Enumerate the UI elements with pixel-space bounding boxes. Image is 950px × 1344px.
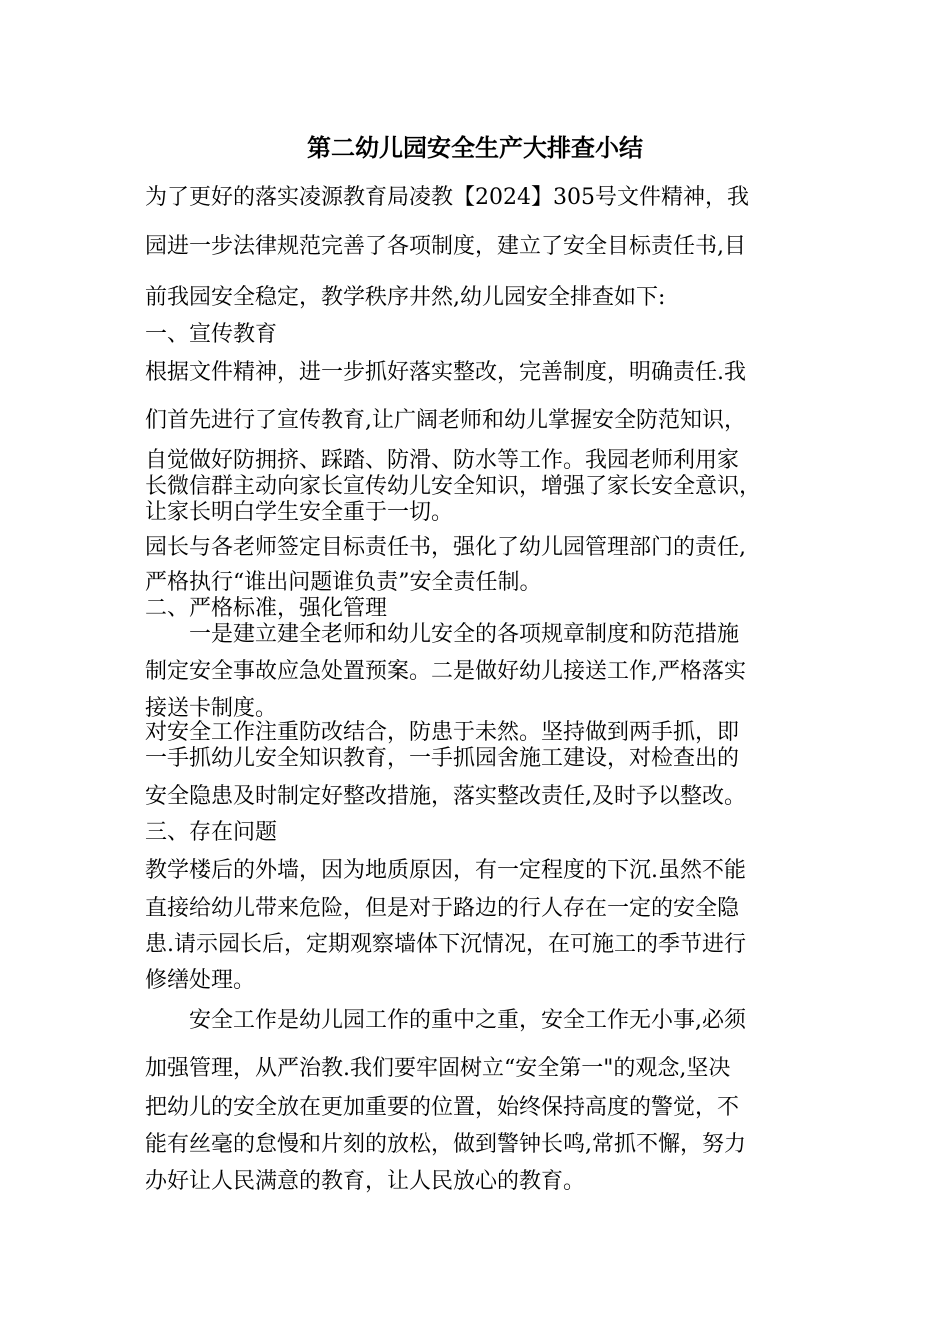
body-line: 根据文件精神，进一步抓好落实整改，完善制度，明确责任.我 <box>145 360 746 385</box>
body-line: 接送卡制度。 <box>145 696 278 721</box>
body-line: 能有丝毫的怠慢和片刻的放松，做到警钟长鸣,常抓不懈，努力 <box>145 1132 746 1157</box>
body-line: 们首先进行了宣传教育,让广阔老师和幼儿掌握安全防范知识， <box>145 408 746 433</box>
body-line: 园进一步法律规范完善了各项制度，建立了安全目标责任书,目 <box>145 234 746 259</box>
body-line: 办好让人民满意的教育，让人民放心的教育。 <box>145 1169 586 1194</box>
body-line: 对安全工作注重防改结合，防患于未然。坚持做到两手抓，即 <box>145 720 740 745</box>
body-line: 制定安全事故应急处置预案。二是做好幼儿接送工作,严格落实 <box>145 659 746 684</box>
body-line: 严格执行“谁出问题谁负责”安全责任制。 <box>145 570 542 595</box>
body-line: 一手抓幼儿安全知识教育，一手抓园舍施工建设，对检查出的 <box>145 746 740 771</box>
section-heading: 三、存在问题 <box>145 820 278 845</box>
body-line: 修缮处理。 <box>145 968 256 993</box>
body-line: 把幼儿的安全放在更加重要的位置，始终保持高度的警觉，不 <box>145 1095 740 1120</box>
body-line: 前我园安全稳定，教学秩序井然,幼儿园安全排查如下: <box>145 285 666 310</box>
body-line: 一是建立建全老师和幼儿安全的各项规章制度和防范措施 <box>189 622 740 647</box>
body-line: 园长与各老师签定目标责任书，强化了幼儿园管理部门的责任, <box>145 535 746 560</box>
body-line: 安全隐患及时制定好整改措施，落实整改责任,及时予以整改。 <box>145 784 746 809</box>
body-line: 直接给幼儿带来危险，但是对于路边的行人存在一定的安全隐 <box>145 896 740 921</box>
body-line: 安全工作是幼儿园工作的重中之重，安全工作无小事,必须 <box>189 1008 746 1033</box>
section-heading: 二、严格标准，强化管理 <box>145 596 388 621</box>
body-line: 为了更好的落实凌源教育局凌教【2024】305号文件精神，我 <box>145 185 749 210</box>
section-heading: 一、宣传教育 <box>145 322 278 347</box>
body-line: 患.请示园长后，定期观察墙体下沉情况，在可施工的季节进行 <box>145 932 746 957</box>
body-line: 加强管理，从严治教.我们要牢固树立“安全第一"的观念,坚决 <box>145 1056 731 1081</box>
body-line: 让家长明白学生安全重于一切。 <box>145 500 454 525</box>
body-line: 自觉做好防拥挤、踩踏、防滑、防水等工作。我园老师利用家 <box>145 448 740 473</box>
body-line: 长微信群主动向家长宣传幼儿安全知识，增强了家长安全意识， <box>145 474 762 499</box>
document-title: 第二幼儿园安全生产大排查小结 <box>307 133 643 162</box>
body-line: 教学楼后的外墙，因为地质原因，有一定程度的下沉.虽然不能 <box>145 858 746 883</box>
